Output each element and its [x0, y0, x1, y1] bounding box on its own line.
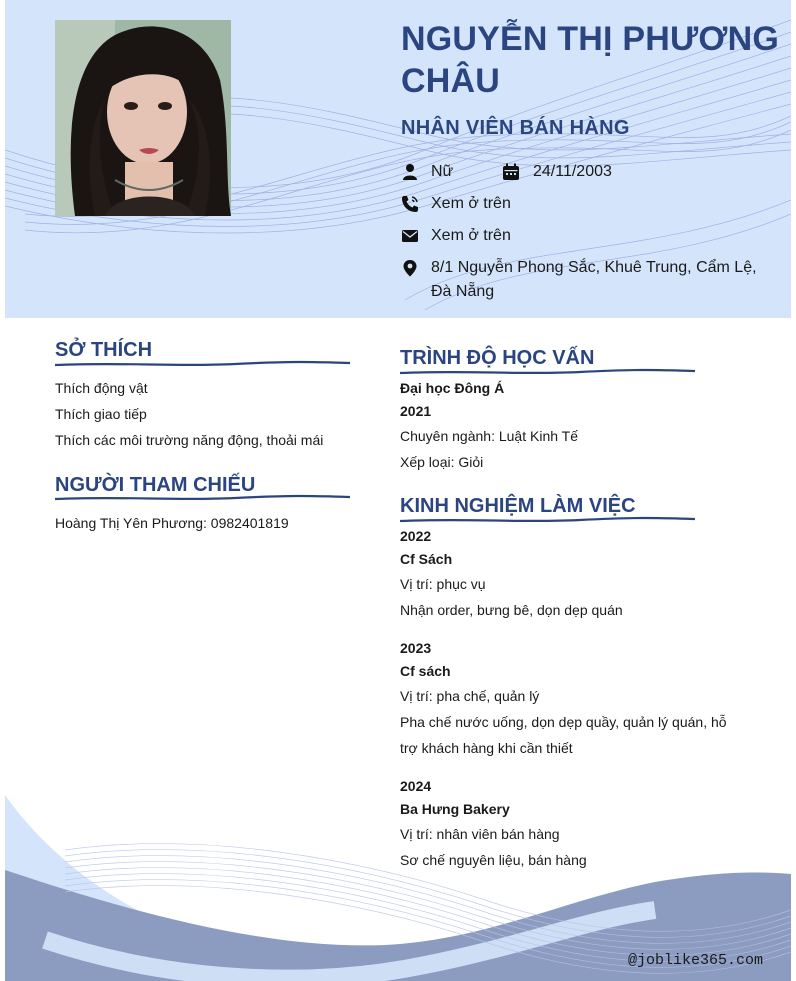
phone-row: [401, 192, 701, 216]
experience-year: 2023: [400, 640, 432, 656]
address-row: [401, 256, 761, 304]
experience-position: Vị trí: nhân viên bán hàng: [400, 826, 560, 842]
education-block: [400, 377, 740, 475]
job-title: NHÂN VIÊN BÁN HÀNG: [401, 117, 630, 139]
experience-description: Pha chế nước uống, dọn dẹp quầy, quản lý quán, hỗ trợ khách hàng khi cần thiết: [400, 714, 727, 756]
reference-item: Hoàng Thị Yên Phương: 0982401819: [55, 515, 289, 531]
references-title: NGƯỜI THAM CHIẾU: [55, 474, 256, 496]
profile-photo: [55, 20, 231, 216]
email-row: [401, 224, 701, 248]
education-grade: Xếp loại: Giỏi: [400, 454, 484, 470]
experience-item: [400, 525, 740, 623]
education-school: Đại học Đông Á: [400, 380, 505, 396]
calendar-icon: [502, 163, 520, 181]
user-icon: [401, 163, 419, 181]
education-underline: [400, 368, 695, 376]
experience-description: Nhận order, bưng bê, dọn dẹp quán: [400, 602, 623, 618]
experience-title: KINH NGHIỆM LÀM VIỆC: [400, 495, 636, 517]
experience-year: 2024: [400, 778, 432, 794]
gender-row: [401, 160, 501, 184]
candidate-name: NGUYỄN THỊ PHƯƠNG CHÂU: [401, 20, 779, 100]
envelope-icon: [401, 227, 419, 245]
dob-value: 24/11/2003: [533, 163, 612, 180]
experience-company: Cf Sách: [400, 551, 453, 567]
watermark: @joblike365.com: [628, 952, 764, 969]
email-value: Xem ở trên: [431, 227, 511, 244]
hobby-item: Thích giao tiếp: [55, 406, 147, 422]
dob-row: [502, 160, 662, 184]
experience-year: 2022: [400, 528, 432, 544]
experience-item: [400, 637, 740, 761]
hobby-item: Thích các môi trường năng động, thoải mái: [55, 432, 324, 448]
phone-value: Xem ở trên: [431, 195, 511, 212]
experience-company: Cf sách: [400, 663, 451, 679]
address-value: 8/1 Nguyễn Phong Sắc, Khuê Trung, Cẩm Lệ, Đà Nẵng: [431, 259, 757, 300]
experience-description: Sơ chế nguyên liệu, bán hàng: [400, 852, 587, 868]
gender-value: Nữ: [431, 163, 454, 180]
experience-position: Vị trí: phục vụ: [400, 576, 486, 592]
references-underline: [55, 494, 350, 502]
experience-position: Vị trí: pha chế, quản lý: [400, 688, 540, 704]
education-year: 2021: [400, 403, 432, 419]
phone-icon: [401, 195, 419, 213]
experience-company: Ba Hưng Bakery: [400, 801, 510, 817]
hobbies-list: [55, 375, 323, 453]
map-pin-icon: [401, 259, 419, 277]
education-major: Chuyên ngành: Luật Kinh Tế: [400, 428, 578, 444]
education-title: TRÌNH ĐỘ HỌC VẤN: [400, 347, 595, 369]
hobbies-underline: [55, 360, 350, 368]
experience-underline: [400, 516, 695, 524]
hobby-item: Thích động vật: [55, 380, 148, 396]
header-band: [5, 0, 791, 318]
hobbies-title: SỞ THÍCH: [55, 339, 153, 361]
references-list: [55, 510, 289, 536]
cv-page: [5, 0, 791, 981]
